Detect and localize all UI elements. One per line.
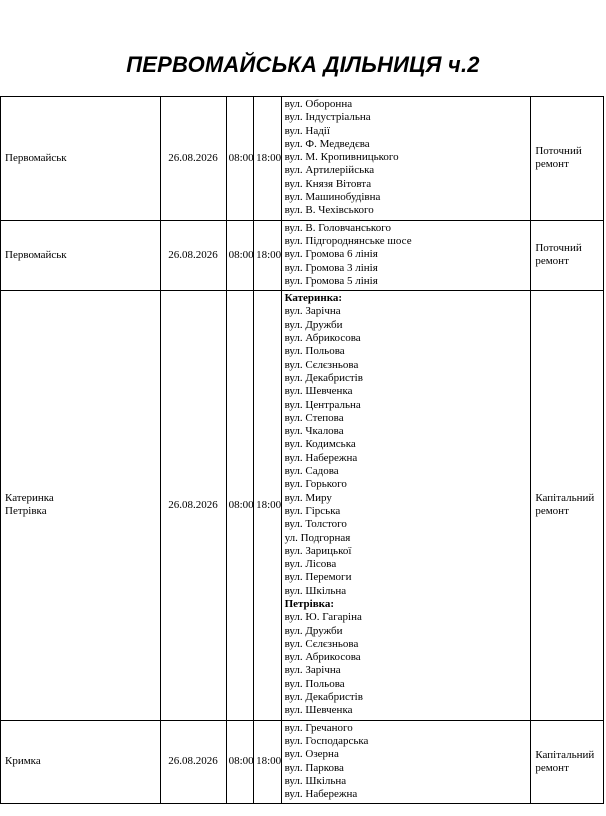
date-cell: 26.08.2026 bbox=[160, 720, 226, 804]
street-name: вул. Шкільна bbox=[284, 774, 347, 787]
streets-cell bbox=[281, 97, 531, 221]
locality-cell bbox=[1, 720, 161, 804]
locality-cell bbox=[1, 220, 161, 290]
table-row bbox=[1, 97, 604, 221]
time-to-cell: 18:00 bbox=[254, 97, 282, 221]
street-name: вул. М. Кропивницького bbox=[284, 151, 399, 164]
street-name: вул. Польова bbox=[284, 677, 345, 690]
street-name: вул. Садова bbox=[284, 465, 339, 478]
time-from-cell: 08:00 bbox=[226, 720, 254, 804]
street-name: вул. Надії bbox=[284, 124, 330, 137]
streets-cell bbox=[281, 291, 531, 721]
outage-schedule-table bbox=[0, 96, 604, 804]
table-row bbox=[1, 720, 604, 804]
street-name: вул. Чкалова bbox=[284, 425, 344, 438]
locality-cell bbox=[1, 97, 161, 221]
time-from-cell: 08:00 bbox=[226, 220, 254, 290]
street-name: вул. Князя Вітовта bbox=[284, 177, 372, 190]
street-name: вул. Зарицької bbox=[284, 544, 352, 557]
work-type-cell bbox=[531, 97, 604, 221]
street-name: вул. Озерна bbox=[284, 748, 339, 761]
time-from-cell: 08:00 bbox=[226, 97, 254, 221]
streets-cell bbox=[281, 720, 531, 804]
streets-cell bbox=[281, 220, 531, 290]
work-type-text: Капітальний bbox=[535, 492, 595, 505]
street-name: вул. Абрикосова bbox=[284, 332, 361, 345]
street-name: вул. Толстого bbox=[284, 518, 347, 531]
locality-name: Катеринка bbox=[5, 492, 54, 505]
time-to-cell: 18:00 bbox=[254, 220, 282, 290]
street-name: вул. Ю. Гагаріна bbox=[284, 611, 362, 624]
street-name: вул. Польова bbox=[284, 345, 345, 358]
street-name: вул. Перемоги bbox=[284, 571, 352, 584]
work-type-text: ремонт bbox=[535, 255, 569, 268]
street-name: вул. Зарічна bbox=[284, 305, 341, 318]
street-name: вул. Миру bbox=[284, 491, 332, 504]
street-name: вул. Дружби bbox=[284, 318, 343, 331]
street-name: вул. Кодимська bbox=[284, 438, 356, 451]
street-name: вул. Центральна bbox=[284, 398, 361, 411]
time-to-cell: 18:00 bbox=[254, 720, 282, 804]
schedule-body bbox=[1, 97, 604, 804]
street-name: вул. Господарська bbox=[284, 734, 369, 747]
street-name: вул. Артилерійська bbox=[284, 164, 375, 177]
street-name: вул. Шкільна bbox=[284, 584, 347, 597]
street-name: вул. Громова 5 лінія bbox=[284, 274, 378, 287]
work-type-text: Поточний bbox=[535, 242, 582, 255]
street-name: вул. Гречаного bbox=[284, 721, 353, 734]
locality-name: Кримка bbox=[5, 755, 41, 768]
table-row bbox=[1, 220, 604, 290]
time-from-cell: 08:00 bbox=[226, 291, 254, 721]
locality-cell bbox=[1, 291, 161, 721]
street-name: вул. Громова 6 лінія bbox=[284, 248, 378, 261]
street-name: вул. Горького bbox=[284, 478, 347, 491]
street-name: ул. Подгорная bbox=[284, 531, 351, 544]
street-name: вул. Дружби bbox=[284, 624, 343, 637]
street-name: вул. Ф. Медведєва bbox=[284, 137, 370, 150]
street-name: вул. Набережна bbox=[284, 451, 358, 464]
street-name: вул. Індустріальна bbox=[284, 111, 371, 124]
street-name: вул. В. Чехівського bbox=[284, 204, 374, 217]
street-name: вул. Шевченка bbox=[284, 704, 353, 717]
locality-name: Первомайськ bbox=[5, 151, 67, 164]
street-name: вул. Степова bbox=[284, 411, 344, 424]
date-cell: 26.08.2026 bbox=[160, 220, 226, 290]
date-cell: 26.08.2026 bbox=[160, 291, 226, 721]
work-type-text: Капітальний bbox=[535, 748, 595, 761]
work-type-text: Поточний bbox=[535, 145, 582, 158]
street-name: вул. Декабристів bbox=[284, 691, 363, 704]
work-type-cell bbox=[531, 720, 604, 804]
street-name: вул. Громова 3 лінія bbox=[284, 261, 378, 274]
work-type-text: ремонт bbox=[535, 762, 569, 775]
time-to-cell: 18:00 bbox=[254, 291, 282, 721]
street-name: вул. Паркова bbox=[284, 761, 344, 774]
street-name: вул. Зарічна bbox=[284, 664, 341, 677]
work-type-cell bbox=[531, 220, 604, 290]
street-name: вул. Машинобудівна bbox=[284, 191, 381, 204]
street-name: вул. Шевченка bbox=[284, 385, 353, 398]
street-name: вул. Набережна bbox=[284, 788, 358, 801]
street-name: вул. Сєлєзньова bbox=[284, 637, 359, 650]
street-name: вул. Підгороднянське шосе bbox=[284, 234, 412, 247]
table-row bbox=[1, 291, 604, 721]
locality-subheading: Петрівка: bbox=[284, 597, 334, 610]
street-name: вул. Абрикосова bbox=[284, 651, 361, 664]
street-name: вул. Сєлєзньова bbox=[284, 358, 359, 371]
work-type-text: ремонт bbox=[535, 158, 569, 171]
date-cell: 26.08.2026 bbox=[160, 97, 226, 221]
work-type-text: ремонт bbox=[535, 505, 569, 518]
locality-name: Петрівка bbox=[5, 505, 47, 518]
work-type-cell bbox=[531, 291, 604, 721]
locality-name: Первомайськ bbox=[5, 248, 67, 261]
street-name: вул. Лісова bbox=[284, 558, 337, 571]
page-title: ПЕРВОМАЙСЬКА ДІЛЬНИЦЯ ч.2 bbox=[126, 52, 480, 77]
street-name: вул. В. Головчанського bbox=[284, 221, 391, 234]
street-name: вул. Оборонна bbox=[284, 98, 353, 110]
locality-subheading: Катеринка: bbox=[284, 292, 343, 305]
street-name: вул. Гірська bbox=[284, 504, 341, 517]
street-name: вул. Декабристів bbox=[284, 371, 363, 384]
